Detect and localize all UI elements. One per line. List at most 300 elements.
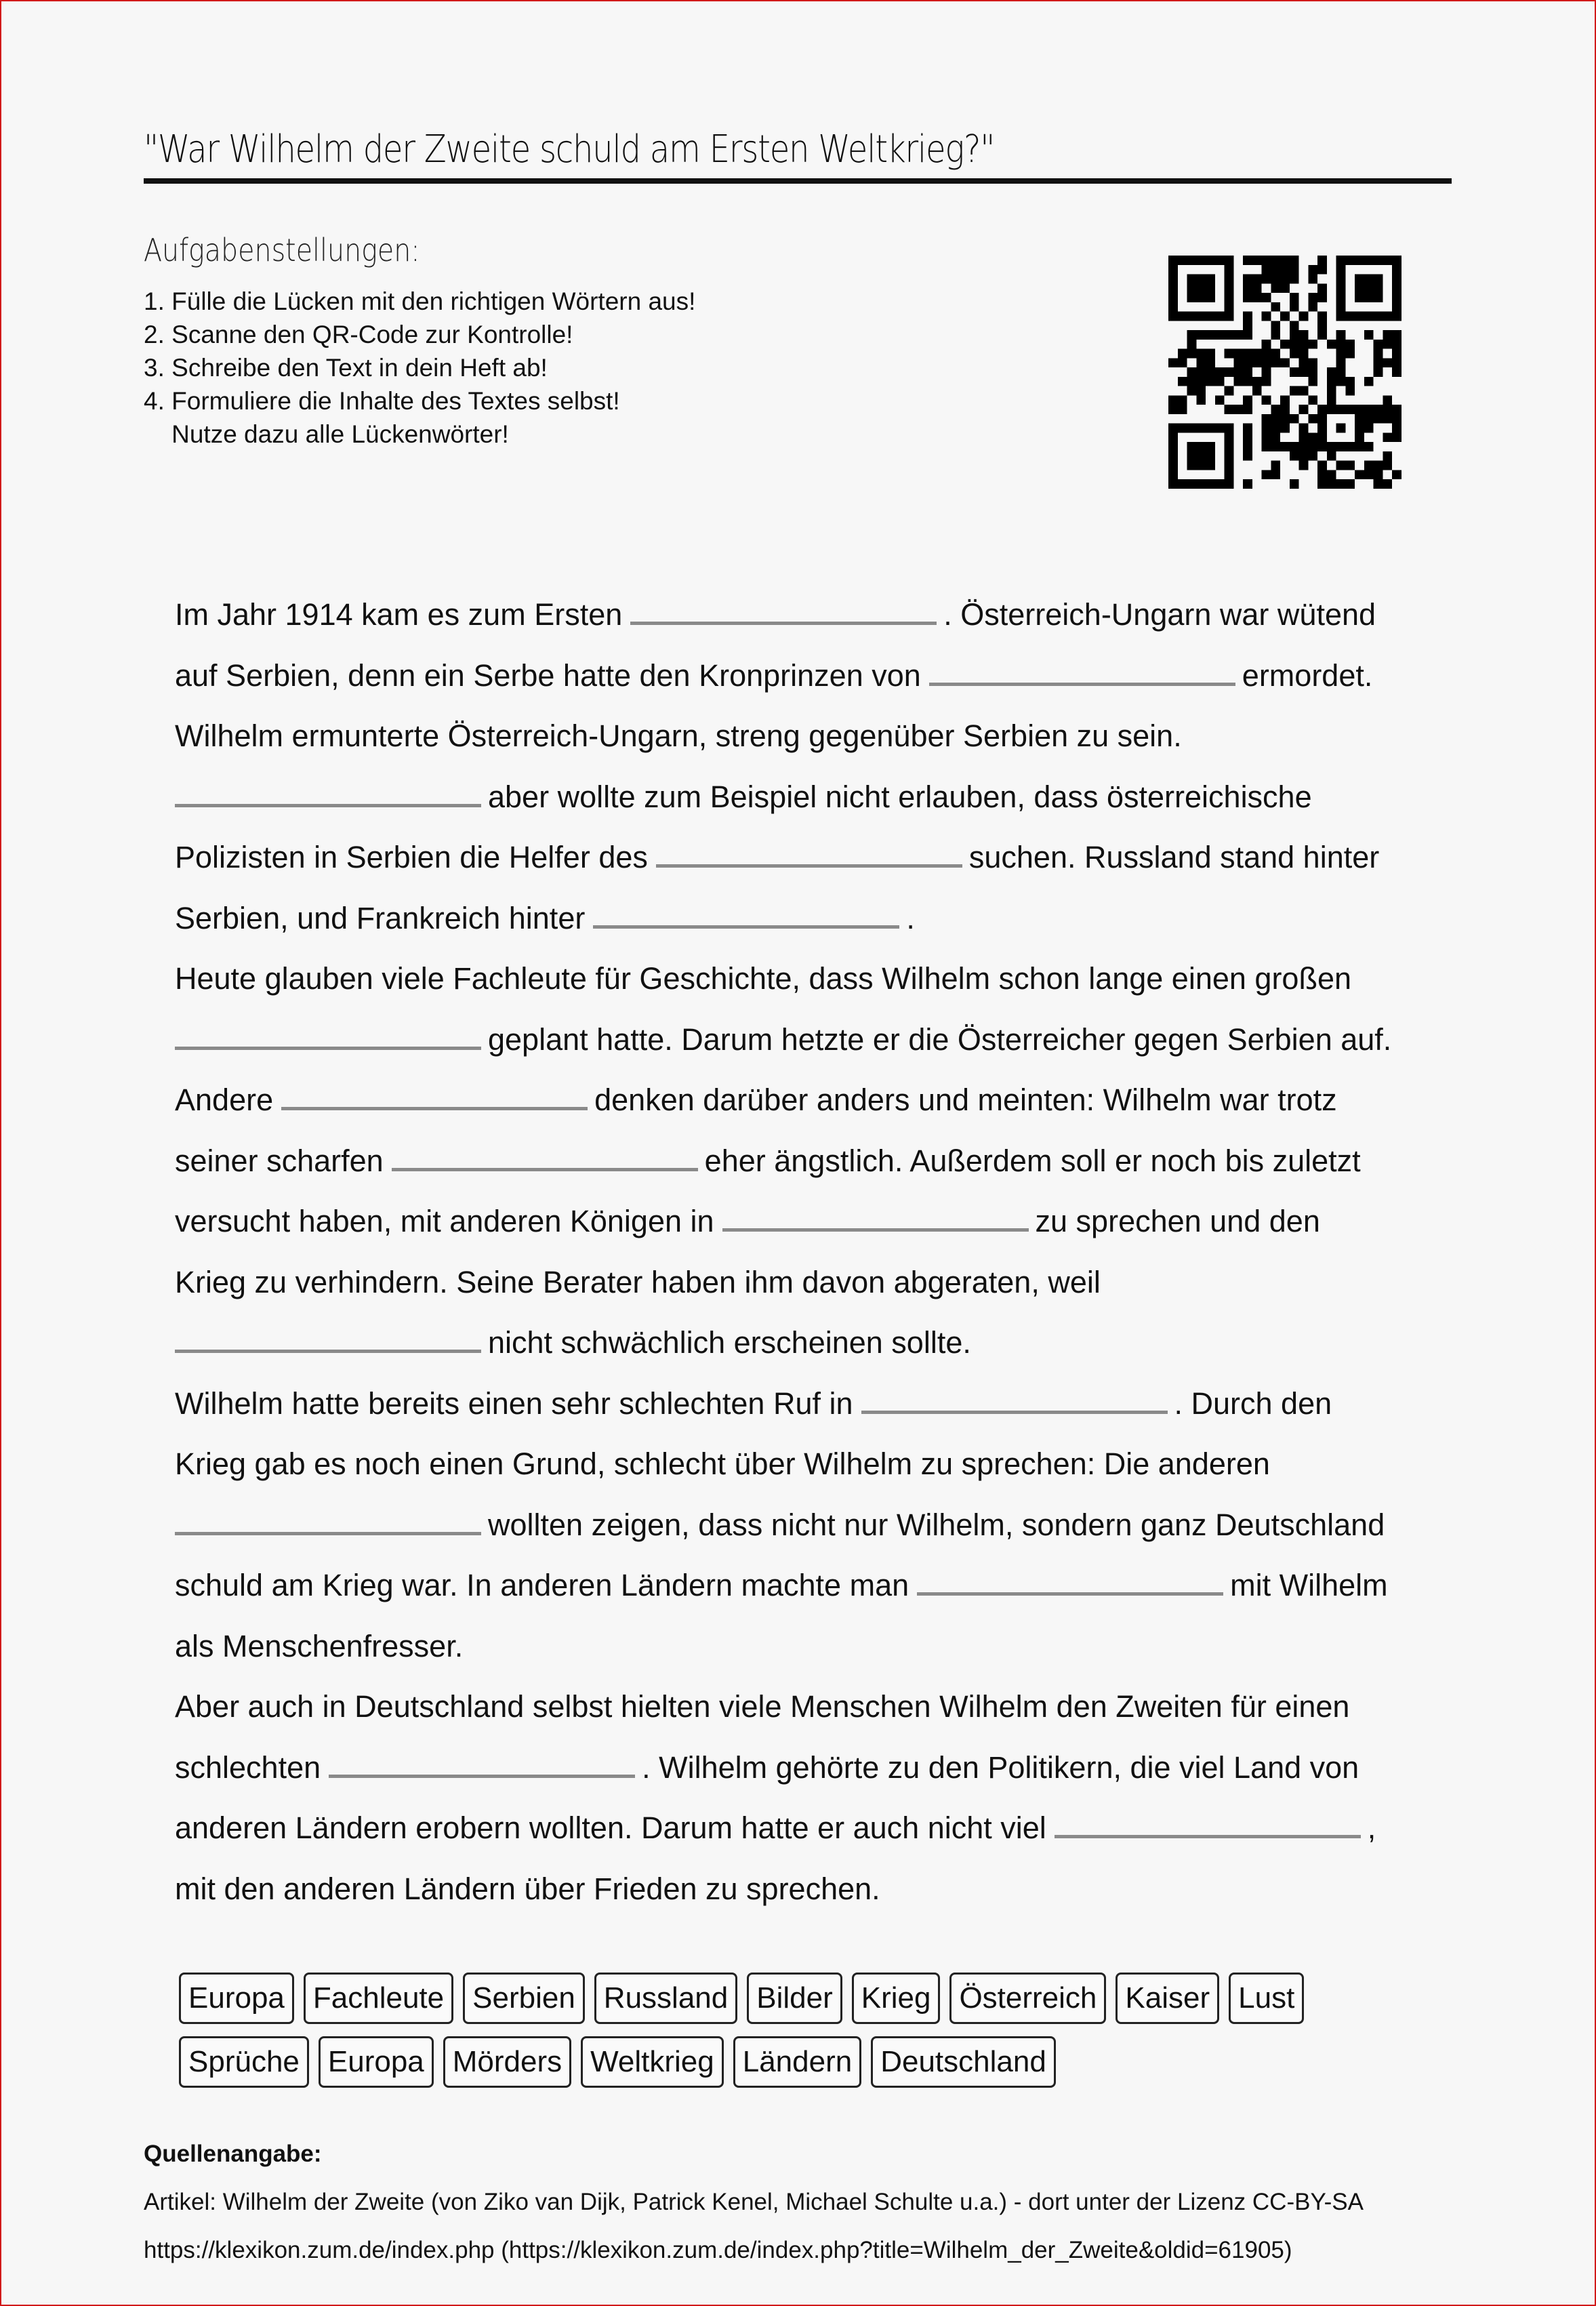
qr-module: [1196, 293, 1206, 302]
qr-module: [1280, 340, 1290, 349]
cloze-text: [175, 584, 1476, 1919]
text-line: [175, 1737, 1476, 1798]
qr-module: [1280, 283, 1290, 293]
qr-module: [1336, 340, 1346, 349]
qr-module: [1196, 461, 1206, 470]
qr-module: [1262, 377, 1271, 386]
tasks-heading: Aufgabenstellungen:: [144, 232, 420, 268]
qr-module: [1383, 256, 1392, 265]
qr-module: [1206, 461, 1215, 470]
text-line: [175, 1009, 1476, 1070]
qr-module: [1168, 432, 1178, 442]
qr-module: [1290, 367, 1299, 377]
qr-module: [1317, 432, 1327, 442]
qr-module: [1243, 424, 1252, 433]
qr-module: [1225, 442, 1234, 451]
qr-module: [1392, 340, 1401, 349]
qr-module: [1364, 442, 1374, 451]
word-chip[interactable]: Serbien: [463, 1973, 585, 2024]
qr-module: [1336, 283, 1346, 293]
qr-module: [1308, 340, 1317, 349]
word-chip[interactable]: Fachleute: [304, 1973, 453, 2024]
text-segment: .: [906, 900, 915, 935]
text-line: [175, 1859, 1476, 1920]
qr-module: [1392, 470, 1401, 479]
text-segment: ,: [1367, 1811, 1376, 1845]
qr-module: [1383, 312, 1392, 321]
text-segment: schlechten: [175, 1749, 321, 1785]
qr-module: [1262, 414, 1271, 424]
qr-module: [1187, 451, 1197, 461]
qr-module: [1290, 340, 1299, 349]
word-chip[interactable]: Europa: [319, 2036, 434, 2088]
qr-module: [1345, 312, 1355, 321]
word-chip[interactable]: Europa: [179, 1973, 294, 2024]
qr-module: [1299, 340, 1309, 349]
qr-module: [1299, 330, 1309, 340]
qr-module: [1336, 405, 1346, 414]
blank-field[interactable]: [329, 1761, 635, 1778]
text-line: [175, 1798, 1476, 1859]
sources-label: Quellenangabe:: [144, 2141, 322, 2167]
qr-module: [1345, 461, 1355, 470]
qr-module: [1355, 256, 1364, 265]
qr-module: [1345, 479, 1355, 489]
text-line: [175, 1131, 1476, 1192]
blank-field[interactable]: [175, 790, 481, 807]
text-segment: mit den anderen Ländern über Frieden zu sprechen.: [175, 1871, 880, 1906]
qr-module: [1290, 275, 1299, 284]
text-line: [175, 1616, 1476, 1677]
qr-module: [1364, 330, 1374, 340]
qr-module: [1327, 470, 1336, 479]
qr-module: [1225, 275, 1234, 284]
qr-module: [1308, 432, 1317, 442]
qr-module: [1215, 377, 1225, 386]
qr-module: [1206, 330, 1215, 340]
qr-module: [1392, 312, 1401, 321]
qr-module: [1271, 461, 1280, 470]
word-chip[interactable]: Deutschland: [871, 2036, 1056, 2088]
qr-module: [1196, 367, 1206, 377]
qr-module: [1252, 386, 1262, 396]
text-segment: wollten zeigen, dass nicht nur Wilhelm, sondern ganz Deutschland: [488, 1507, 1385, 1542]
qr-module: [1187, 377, 1197, 386]
qr-module: [1374, 358, 1383, 367]
page-title: "War Wilhelm der Zweite schuld am Ersten Weltkrieg?": [144, 127, 995, 171]
qr-module: [1327, 405, 1336, 414]
qr-module: [1225, 432, 1234, 442]
qr-module: [1290, 321, 1299, 330]
qr-module: [1299, 312, 1309, 321]
qr-module: [1355, 414, 1364, 424]
qr-module: [1317, 265, 1327, 275]
qr-module: [1308, 395, 1317, 405]
sources: [144, 2130, 1364, 2274]
blank-field[interactable]: [593, 912, 899, 929]
text-line: [175, 1070, 1476, 1131]
text-line: [175, 1252, 1476, 1313]
text-segment: als Menschenfresser.: [175, 1628, 464, 1663]
qr-module: [1262, 256, 1271, 265]
text-segment: . Wilhelm gehörte zu den Politikern, die viel Land von: [642, 1749, 1359, 1785]
text-segment: auf Serbien, denn ein Serbe hatte den Kronprinzen von: [175, 658, 921, 693]
qr-module: [1262, 265, 1271, 275]
qr-module: [1327, 367, 1336, 377]
qr-module: [1233, 330, 1243, 340]
qr-module: [1178, 405, 1187, 414]
qr-module: [1243, 358, 1252, 367]
word-chip[interactable]: Österreich: [949, 1973, 1106, 2024]
qr-module: [1187, 293, 1197, 302]
qr-module: [1336, 442, 1346, 451]
qr-module: [1271, 349, 1280, 359]
qr-module: [1178, 479, 1187, 489]
qr-module: [1225, 386, 1234, 396]
qr-module: [1355, 442, 1364, 451]
qr-module: [1252, 256, 1262, 265]
task-item: 3. Schreibe den Text in dein Heft ab!: [144, 354, 548, 382]
text-line: [175, 948, 1476, 1009]
qr-module: [1299, 405, 1309, 414]
qr-module: [1290, 479, 1299, 489]
qr-module: [1168, 275, 1178, 284]
blank-field[interactable]: [175, 1033, 481, 1050]
qr-module: [1168, 424, 1178, 433]
text-segment: geplant hatte. Darum hetzte er die Österreicher gegen Serbien auf.: [488, 1021, 1392, 1057]
qr-module: [1299, 358, 1309, 367]
qr-module: [1336, 293, 1346, 302]
text-segment: anderen Ländern erobern wollten. Darum hatte er auch nicht viel: [175, 1811, 1046, 1845]
text-segment: aber wollte zum Beispiel nicht erlauben, dass österreichische: [488, 779, 1312, 814]
qr-module: [1290, 451, 1299, 461]
qr-module: [1374, 470, 1383, 479]
qr-module: [1383, 451, 1392, 461]
qr-module: [1271, 432, 1280, 442]
qr-module: [1206, 283, 1215, 293]
text-segment: denken darüber anders und meinten: Wilhelm war trotz: [594, 1083, 1337, 1117]
word-chip[interactable]: Lust: [1229, 1973, 1304, 2024]
qr-module: [1271, 275, 1280, 284]
qr-module: [1364, 461, 1374, 470]
qr-module: [1243, 395, 1252, 405]
blank-field[interactable]: [392, 1154, 698, 1171]
qr-module: [1336, 424, 1346, 433]
qr-module: [1392, 256, 1401, 265]
qr-module: [1196, 330, 1206, 340]
blank-field[interactable]: [1055, 1821, 1361, 1838]
qr-module: [1262, 367, 1271, 377]
qr-module: [1168, 479, 1178, 489]
qr-module: [1243, 275, 1252, 284]
word-chip[interactable]: Sprüche: [179, 2036, 309, 2088]
task-item: Nutze dazu alle Lückenwörter!: [144, 420, 509, 448]
word-bank: [179, 1973, 1467, 2100]
qr-module: [1383, 432, 1392, 442]
qr-module: [1225, 470, 1234, 479]
qr-module: [1374, 479, 1383, 489]
qr-module: [1243, 256, 1252, 265]
text-line: [175, 584, 1476, 645]
qr-module: [1299, 386, 1309, 396]
qr-module: [1299, 424, 1309, 433]
blank-field[interactable]: [175, 1518, 481, 1535]
qr-module: [1168, 442, 1178, 451]
blank-field[interactable]: [281, 1093, 588, 1110]
task-item: 1. Fülle die Lücken mit den richtigen Wörtern aus!: [144, 287, 696, 315]
text-segment: seiner scharfen: [175, 1143, 384, 1178]
qr-module: [1290, 349, 1299, 359]
qr-module: [1290, 330, 1299, 340]
qr-module: [1308, 265, 1317, 275]
text-line: [175, 1373, 1476, 1434]
qr-module: [1392, 283, 1401, 293]
qr-module: [1308, 275, 1317, 284]
text-segment: Andere: [175, 1083, 274, 1117]
qr-module: [1392, 432, 1401, 442]
qr-module: [1262, 312, 1271, 321]
qr-module: [1336, 377, 1346, 386]
qr-module: [1196, 283, 1206, 293]
qr-module: [1299, 451, 1309, 461]
qr-module: [1290, 386, 1299, 396]
qr-module: [1374, 256, 1383, 265]
qr-module: [1168, 293, 1178, 302]
word-chip[interactable]: Bilder: [747, 1973, 842, 2024]
qr-module: [1178, 358, 1187, 367]
qr-module: [1392, 265, 1401, 275]
text-line: [175, 1434, 1476, 1495]
blank-field[interactable]: [722, 1215, 1029, 1232]
qr-module: [1355, 405, 1364, 414]
qr-module: [1187, 479, 1197, 489]
qr-module: [1299, 442, 1309, 451]
word-chip[interactable]: Weltkrieg: [581, 2036, 724, 2088]
qr-code-graphic: [1168, 256, 1401, 489]
blank-field[interactable]: [929, 669, 1235, 686]
qr-module: [1243, 442, 1252, 451]
qr-module: [1336, 256, 1346, 265]
qr-module: [1364, 312, 1374, 321]
qr-module: [1243, 349, 1252, 359]
qr-code-icon[interactable]: [1168, 256, 1401, 489]
qr-module: [1233, 358, 1243, 367]
blank-field[interactable]: [630, 608, 937, 625]
qr-module: [1308, 302, 1317, 312]
qr-module: [1243, 312, 1252, 321]
qr-module: [1290, 265, 1299, 275]
text-line: [175, 767, 1476, 828]
qr-module: [1317, 321, 1327, 330]
blank-field[interactable]: [175, 1336, 481, 1353]
qr-module: [1383, 479, 1392, 489]
qr-module: [1345, 442, 1355, 451]
qr-module: [1317, 414, 1327, 424]
qr-module: [1364, 470, 1374, 479]
qr-module: [1336, 302, 1346, 312]
qr-module: [1374, 367, 1383, 377]
text-segment: . Österreich-Ungarn war wütend: [943, 597, 1376, 632]
qr-module: [1355, 312, 1364, 321]
qr-module: [1364, 405, 1374, 414]
qr-module: [1196, 275, 1206, 284]
qr-module: [1392, 349, 1401, 359]
qr-module: [1336, 461, 1346, 470]
qr-module: [1280, 358, 1290, 367]
qr-module: [1206, 367, 1215, 377]
qr-module: [1168, 265, 1178, 275]
qr-module: [1225, 367, 1234, 377]
word-chip[interactable]: Mörders: [443, 2036, 571, 2088]
qr-module: [1187, 312, 1197, 321]
text-segment: Heute glauben viele Fachleute für Geschichte, dass Wilhelm schon lange einen großen: [175, 961, 1351, 996]
qr-module: [1299, 432, 1309, 442]
blank-field[interactable]: [656, 851, 962, 868]
qr-module: [1392, 330, 1401, 340]
word-bank-row: [179, 1973, 1467, 2024]
qr-module: [1364, 414, 1374, 424]
qr-module: [1364, 293, 1374, 302]
qr-module: [1355, 432, 1364, 442]
qr-module: [1392, 293, 1401, 302]
qr-module: [1225, 479, 1234, 489]
qr-module: [1290, 414, 1299, 424]
qr-module: [1392, 275, 1401, 284]
qr-module: [1178, 312, 1187, 321]
qr-module: [1280, 275, 1290, 284]
qr-module: [1317, 424, 1327, 433]
qr-module: [1345, 349, 1355, 359]
text-segment: eher ängstlich. Außerdem soll er noch bis zuletzt: [704, 1143, 1361, 1178]
qr-module: [1262, 432, 1271, 442]
qr-module: [1308, 414, 1317, 424]
qr-module: [1187, 461, 1197, 470]
qr-module: [1187, 256, 1197, 265]
qr-module: [1317, 283, 1327, 293]
qr-module: [1215, 330, 1225, 340]
qr-module: [1178, 395, 1187, 405]
qr-module: [1243, 367, 1252, 377]
qr-module: [1345, 386, 1355, 396]
text-segment: ermordet.: [1242, 658, 1373, 693]
qr-module: [1187, 340, 1197, 349]
qr-module: [1168, 312, 1178, 321]
qr-module: [1392, 358, 1401, 367]
qr-module: [1252, 349, 1262, 359]
qr-module: [1243, 283, 1252, 293]
text-line: [175, 1495, 1476, 1556]
qr-module: [1233, 377, 1243, 386]
text-line: [175, 1555, 1476, 1616]
qr-module: [1187, 386, 1197, 396]
qr-module: [1215, 367, 1225, 377]
qr-module: [1364, 275, 1374, 284]
qr-module: [1252, 358, 1262, 367]
qr-module: [1168, 283, 1178, 293]
qr-module: [1168, 451, 1178, 461]
qr-module: [1243, 451, 1252, 461]
qr-module: [1178, 349, 1187, 359]
qr-module: [1187, 275, 1197, 284]
qr-module: [1168, 470, 1178, 479]
qr-module: [1225, 293, 1234, 302]
qr-module: [1374, 312, 1383, 321]
blank-field[interactable]: [861, 1397, 1168, 1414]
qr-module: [1336, 479, 1346, 489]
qr-module: [1327, 395, 1336, 405]
word-chip[interactable]: Krieg: [852, 1973, 941, 2024]
qr-module: [1206, 424, 1215, 433]
qr-module: [1299, 349, 1309, 359]
qr-module: [1252, 377, 1262, 386]
text-segment: versucht haben, mit anderen Königen in: [175, 1204, 714, 1238]
qr-module: [1392, 405, 1401, 414]
qr-module: [1336, 349, 1346, 359]
qr-module: [1225, 451, 1234, 461]
word-chip[interactable]: Ländern: [733, 2036, 861, 2088]
qr-module: [1336, 312, 1346, 321]
qr-module: [1280, 265, 1290, 275]
qr-module: [1271, 256, 1280, 265]
blank-field[interactable]: [917, 1579, 1223, 1596]
qr-module: [1168, 302, 1178, 312]
text-segment: . Durch den: [1174, 1385, 1332, 1421]
qr-module: [1280, 256, 1290, 265]
task-list: [144, 285, 695, 451]
qr-module: [1243, 432, 1252, 442]
qr-module: [1317, 479, 1327, 489]
qr-module: [1336, 367, 1346, 377]
qr-module: [1262, 358, 1271, 367]
qr-module: [1252, 293, 1262, 302]
qr-module: [1345, 340, 1355, 349]
word-chip[interactable]: Kaiser: [1116, 1973, 1219, 2024]
qr-module: [1243, 479, 1252, 489]
qr-module: [1308, 293, 1317, 302]
qr-module: [1374, 283, 1383, 293]
qr-module: [1233, 367, 1243, 377]
qr-module: [1215, 479, 1225, 489]
qr-module: [1280, 312, 1290, 321]
text-line: [175, 645, 1476, 706]
word-chip[interactable]: Russland: [594, 1973, 737, 2024]
qr-module: [1290, 256, 1299, 265]
qr-module: [1374, 293, 1383, 302]
qr-module: [1299, 461, 1309, 470]
text-segment: zu sprechen und den: [1035, 1204, 1320, 1238]
qr-module: [1317, 470, 1327, 479]
qr-module: [1196, 424, 1206, 433]
qr-module: [1280, 405, 1290, 414]
qr-module: [1262, 293, 1271, 302]
sources-url[interactable]: https://klexikon.zum.de/index.php (https://klexikon.zum.de/index.php?title=Wilhelm_der_Zweite&oldid=61905): [144, 2237, 1292, 2263]
qr-module: [1271, 265, 1280, 275]
task-item: 4. Formuliere die Inhalte des Textes selbst!: [144, 387, 620, 415]
qr-module: [1336, 330, 1346, 340]
qr-module: [1336, 265, 1346, 275]
qr-module: [1271, 321, 1280, 330]
text-line: [175, 1312, 1476, 1373]
text-segment: Krieg zu verhindern. Seine Berater haben ihm davon abgeraten, weil: [175, 1264, 1101, 1299]
qr-module: [1271, 405, 1280, 414]
qr-module: [1317, 293, 1327, 302]
qr-module: [1271, 358, 1280, 367]
text-line: [175, 706, 1476, 767]
qr-module: [1206, 293, 1215, 302]
qr-module: [1196, 256, 1206, 265]
qr-module: [1178, 424, 1187, 433]
qr-module: [1374, 349, 1383, 359]
